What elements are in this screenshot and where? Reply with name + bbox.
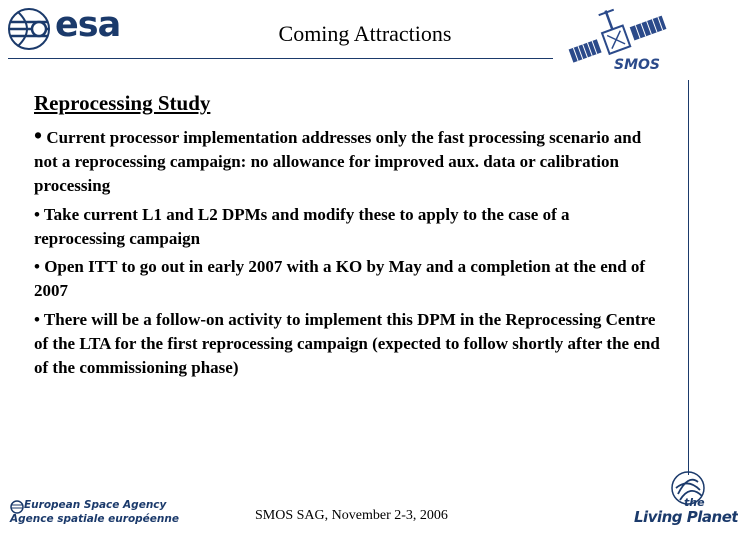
bullet-text: Open ITT to go out in early 2007 with a KO by May and a completion at the end of 2007 <box>34 257 646 300</box>
bullet-item <box>34 255 664 303</box>
living-planet-text: Living Planet <box>634 508 738 526</box>
bullet-text: There will be a follow-on activity to implement this DPM in the Reprocessing Centre of the LTA for the first reprocessing campaign (expected to follow shortly after the end of the commissioning phase) <box>34 309 660 377</box>
footer-event-text: SMOS SAG, November 2-3, 2006 <box>255 508 448 523</box>
agency-name-english: European Space Agency <box>24 499 167 511</box>
bullet-item <box>34 124 664 198</box>
header-rule <box>8 58 553 59</box>
bullet-item <box>34 203 664 251</box>
bullet-marker: • <box>34 204 40 224</box>
bullet-marker: • <box>34 257 40 276</box>
esa-globe-icon <box>9 9 49 49</box>
bullet-item <box>34 308 664 380</box>
bullet-marker: • <box>34 123 43 148</box>
bullet-text: Take current L1 and L2 DPMs and modify these to apply to the case of a reprocessing campaign <box>34 204 570 248</box>
agency-name-french: Agence spatiale européenne <box>10 513 179 525</box>
living-planet-the: the <box>684 496 705 509</box>
header-title: Coming Attractions <box>278 21 452 46</box>
bullet-marker: • <box>34 309 40 329</box>
esa-logo-text: esa <box>55 5 121 45</box>
bullet-text: Current processor implementation addresses only the fast processing scenario and not a reprocessing campaign: no allowance for improved aux. data or calibration processing <box>34 128 642 195</box>
smos-logo-text: SMOS <box>614 57 660 73</box>
bullet-list <box>34 124 664 384</box>
slide-title: Reprocessing Study <box>34 91 211 115</box>
side-rule <box>688 80 689 475</box>
